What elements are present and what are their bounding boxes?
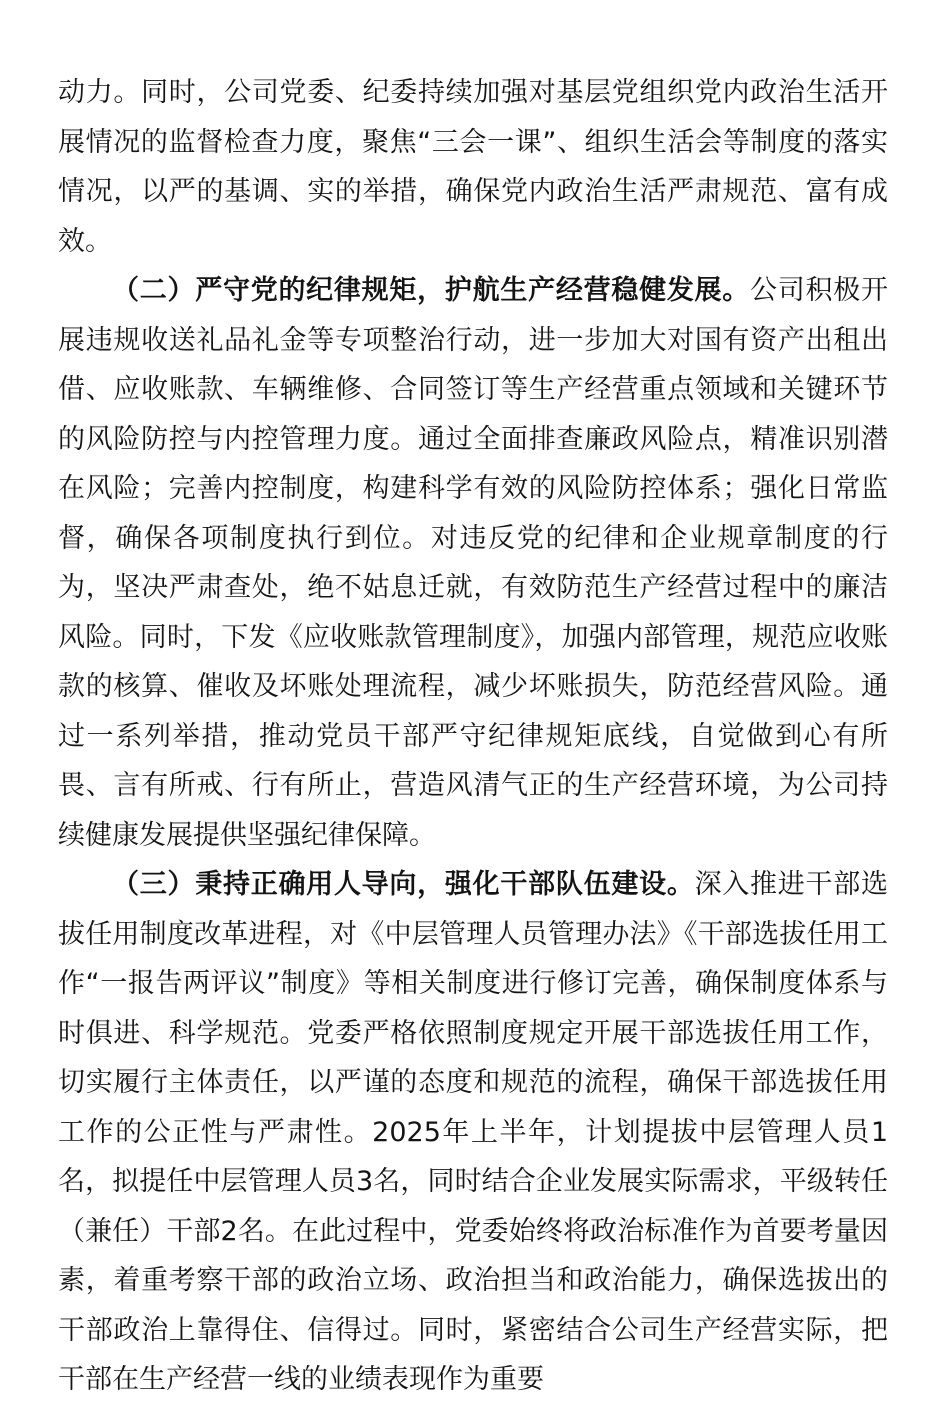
section-3-paragraph	[58, 860, 888, 1405]
section-2-body: 公司积极开展违规收送礼品礼金等专项整治行动，进一步加大对国有资产出租出借、应收账款、车辆维修、合同签订等生产经营重点领域和关键环节的风险防控与内控管理力度。通过全面排查廉政风险点，精准识别潜在风险；完善内控制度，构建科学有效的风险防控体系；强化日常监督，确保各项制度执行到位。对违反党的纪律和企业规章制度的行为，坚决严肃查处，绝不姑息迁就，有效防范生产经营过程中的廉洁风险。同时，下发《应收账款管理制度》，加强内部管理，规范应收账款的核算、催收及坏账处理流程，减少坏账损失，防范经营风险。通过一系列举措，推动党员干部严守纪律规矩底线，自觉做到心有所畏、言有所戒、行有所止，营造风清气正的生产经营环境，为公司持续健康发展提供坚强纪律保障。	[58, 275, 889, 851]
section-3-body: 深入推进干部选拔任用制度改革进程，对《中层管理人员管理办法》《干部选拔任用工作“一报告两评议”制度》等相关制度进行修订完善，确保制度体系与时俱进、科学规范。党委严格依照制度规定开展干部选拔任用工作，切实履行主体责任，以严谨的态度和规范的流程，确保干部选拔任用工作的公正性与严肃性。2025年上半年，计划提拔中层管理人员1名，拟提任中层管理人员3名，同时结合企业发展实际需求，平级转任（兼任）干部2名。在此过程中，党委始终将政治标准作为首要考量因素，着重考察干部的政治立场、政治担当和政治能力，确保选拔出的干部政治上靠得住、信得过。同时，紧密结合公司生产经营实际，把干部在生产经营一线的业绩表现作为重要	[58, 869, 889, 1395]
section-2-paragraph	[58, 266, 888, 860]
section-2-heading: （二）严守党的纪律规矩，护航生产经营稳健发展。	[112, 275, 751, 306]
section-3-heading: （三）秉持正确用人导向，强化干部队伍建设。	[112, 869, 695, 900]
paragraph-continuation: 动力。同时，公司党委、纪委持续加强对基层党组织党内政治生活开展情况的监督检查力度，聚焦“三会一课”、组织生活会等制度的落实情况，以严的基调、实的举措，确保党内政治生活严肃规范、富有成效。	[58, 77, 888, 257]
document-page	[58, 68, 888, 1405]
